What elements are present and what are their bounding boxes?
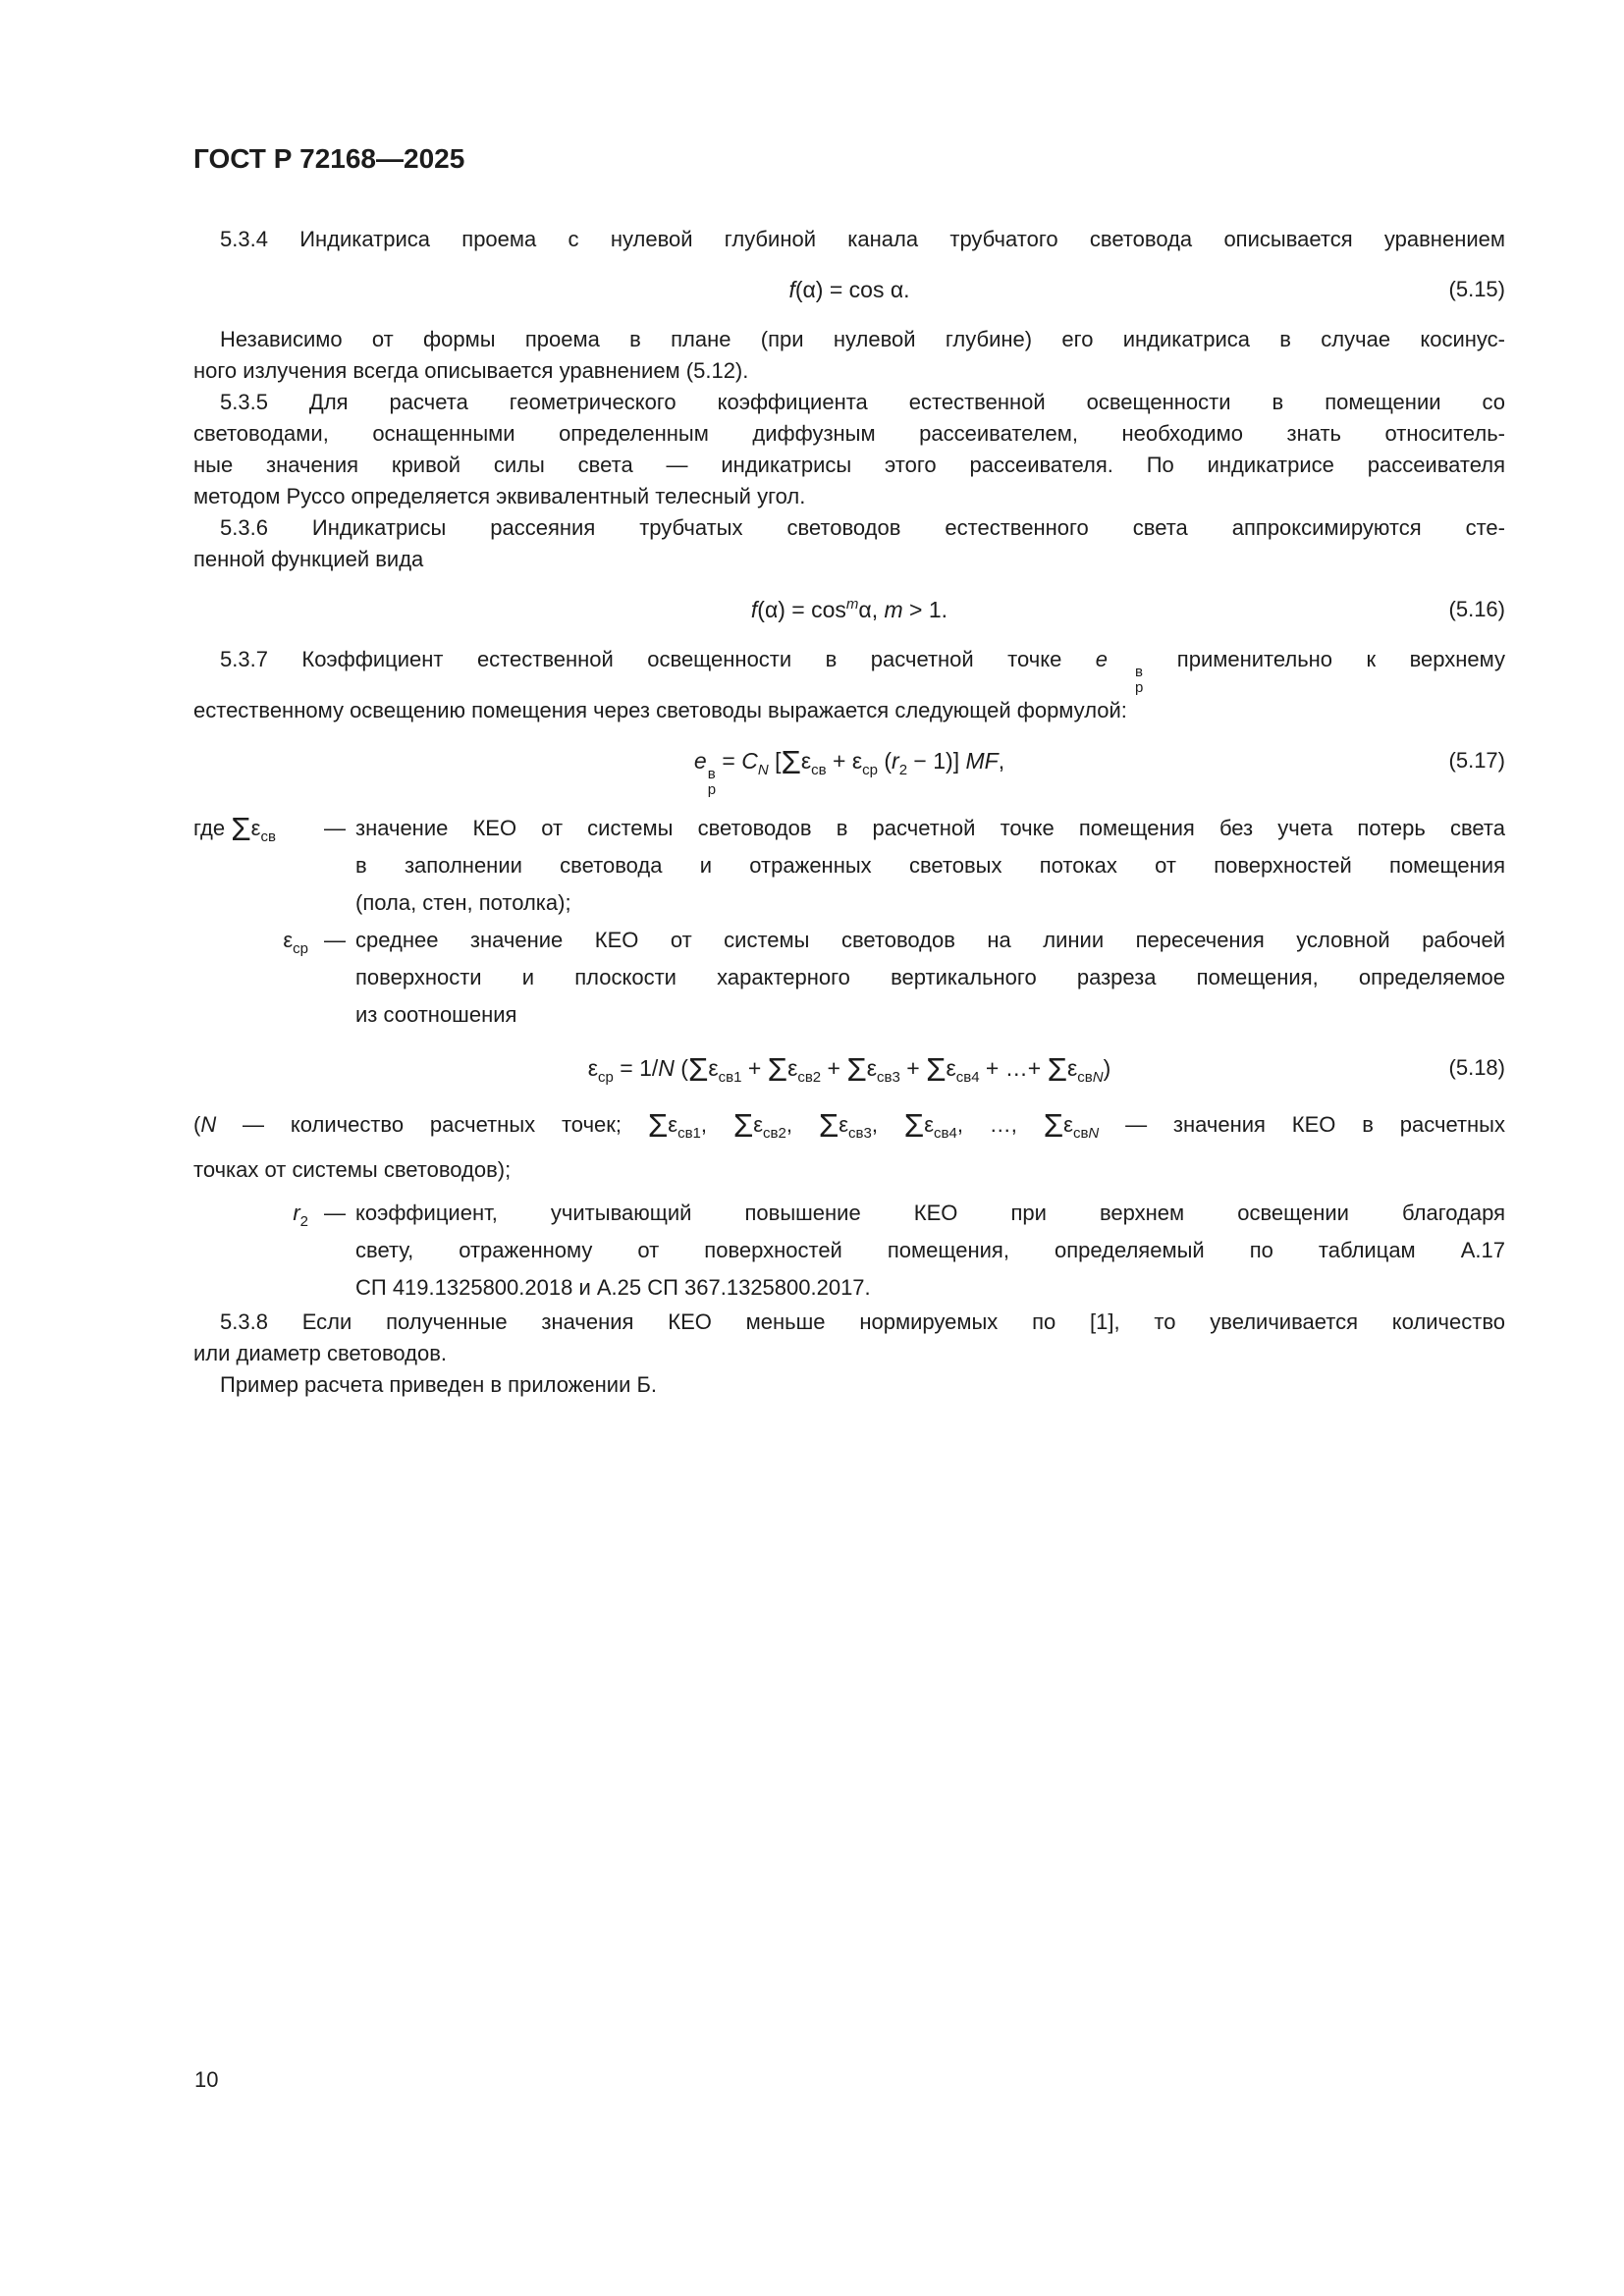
- paragraph-5-3-5: [193, 387, 1505, 512]
- text-line: 5.3.4 Индикатриса проема с нулевой глубиной канала трубчатого световода описывается уравнением: [220, 227, 1505, 251]
- paragraph-nezavisimo: [193, 324, 1505, 387]
- formula-5-17-number: (5.17): [1448, 748, 1505, 773]
- text-line: среднее значение КЕО от системы световодов на линии пересечения условной рабочей: [355, 928, 1505, 952]
- page-content: [193, 143, 1505, 1401]
- definition-eps-sr: [193, 922, 1505, 1034]
- definition-list-r2: [193, 1195, 1505, 1307]
- text-line: 5.3.7 Коэффициент естественной освещенности в расчетной точке e в р применительно к верхнему: [220, 647, 1505, 696]
- text-line: 5.3.6 Индикатрисы рассеяния трубчатых световодов естественного света аппроксимируются сте-: [220, 515, 1505, 540]
- definition-sum-eps-sv-text: [346, 810, 1505, 922]
- formula-5-17: [193, 739, 1505, 797]
- formula-5-18-body: $\varepsilon_{ср} = 1/N$ ($\Sigma\varepsilon_{св1} + \Sigma\varepsilon_{св2} + \Sigma\varepsilon_{св3} + \Sigma\varepsilon_{св4}$ + …+ $\Sigma\varepsilon_{свN}$): [587, 1051, 1111, 1088]
- formula-5-15: [193, 268, 1505, 311]
- definition-r2: [193, 1195, 1505, 1307]
- definition-sum-eps-sv: [193, 810, 1505, 922]
- paragraph-5-3-6: [193, 512, 1505, 575]
- text-line: (пола, стен, потолка);: [355, 890, 571, 915]
- text-line: Пример расчета приведен в приложении Б.: [220, 1372, 658, 1397]
- formula-5-15-number: (5.15): [1448, 277, 1505, 301]
- text-line: значение КЕО от системы световодов в расчетной точке помещения без учета потерь света: [355, 816, 1505, 840]
- paragraph-example: [193, 1369, 1505, 1401]
- stacked-supsub: в р: [707, 766, 717, 798]
- text-line: 5.3.8 Если полученные значения КЕО меньше нормируемых по [1], то увеличивается количество: [220, 1309, 1505, 1334]
- text-line: свету, отраженному от поверхностей помещения, определяемый по таблицам А.17: [355, 1238, 1505, 1262]
- text-line: 5.3.5 Для расчета геометрического коэффициента естественной освещенности в помещении со: [220, 390, 1505, 414]
- text-line: Независимо от формы проема в плане (при нулевой глубине) его индикатриса в случае косинус-: [220, 327, 1505, 351]
- definition-sum-eps-sv-symbol: где $\Sigma\varepsilon_{св}$: [193, 811, 276, 847]
- formula-5-15-body: f(α) = cos α.: [788, 277, 910, 302]
- definition-dash: —: [324, 1201, 346, 1225]
- paragraph-5-3-8: [193, 1307, 1505, 1369]
- page-number: 10: [194, 2067, 219, 2092]
- formula-5-18-number: (5.18): [1448, 1055, 1505, 1080]
- text-line: поверхности и плоскости характерного вертикального разреза помещения, определяемое: [355, 965, 1505, 989]
- text-line: или диаметр световодов.: [193, 1341, 448, 1365]
- definition-eps-sr-symbol: $\varepsilon_{ср}$: [283, 928, 308, 957]
- text-line: пенной функцией вида: [193, 547, 424, 571]
- formula-5-18: [193, 1046, 1505, 1090]
- text-line: ного излучения всегда описывается уравнением (5.12).: [193, 358, 749, 383]
- text-line: световодами, оснащенными определенным диффузным рассеивателем, необходимо знать относитель-: [193, 421, 1505, 446]
- text-line: ные значения кривой силы света — индикатрисы этого рассеивателя. По индикатрисе рассеивателя: [193, 453, 1505, 477]
- formula-5-17-body: e в р = $C_N$ [$\Sigma\varepsilon_{св} + \varepsilon_{ср}$ $(r_2 - 1)$] MF,: [693, 744, 1005, 798]
- definition-sum-eps-sv-label: [193, 810, 346, 922]
- definition-list: [193, 810, 1505, 1034]
- text-line: (N — количество расчетных точек; $\Sigma\varepsilon_{св1}$, $\Sigma\varepsilon_{св2}$, $\Sigma\varepsilon_{св3}$, $\Sigma\varepsilon_{св4}$, …, $\Sigma\varepsilon_{свN}$ — значения КЕО в расчетных: [193, 1107, 1505, 1144]
- definition-dash: —: [324, 928, 346, 952]
- text-line: коэффициент, учитывающий повышение КЕО при верхнем освещении благодаря: [355, 1201, 1505, 1225]
- text-line: СП 419.1325800.2018 и А.25 СП 367.1325800.2017.: [355, 1275, 871, 1300]
- text-line: точках от системы световодов);: [193, 1157, 512, 1182]
- definition-eps-sr-text: [346, 922, 1505, 1034]
- text-line: методом Руссо определяется эквивалентный телесный угол.: [193, 484, 806, 508]
- definition-dash: —: [324, 816, 346, 840]
- text-line: в заполнении световода и отраженных световых потоках от поверхностей помещения: [355, 853, 1505, 878]
- paragraph-5-3-4: [193, 224, 1505, 255]
- definition-r2-label: [193, 1195, 346, 1307]
- stacked-supsub: в р: [1135, 664, 1144, 696]
- text-line: естественному освещению помещения через световоды выражается следующей формулой:: [193, 698, 1127, 722]
- document-title: ГОСТ Р 72168—2025: [193, 143, 465, 174]
- paragraph-n-points: [193, 1102, 1505, 1193]
- paragraph-5-3-7: [193, 644, 1505, 726]
- definition-r2-text: [346, 1195, 1505, 1307]
- formula-5-16-body: $f(\alpha) = \cos^m\alpha$, m > 1.: [750, 596, 948, 622]
- definition-eps-sr-label: [193, 922, 346, 1034]
- text-line: из соотношения: [355, 1002, 517, 1027]
- definition-r2-symbol: $r_2$: [293, 1201, 308, 1230]
- formula-5-16: [193, 588, 1505, 631]
- formula-5-16-number: (5.16): [1448, 597, 1505, 621]
